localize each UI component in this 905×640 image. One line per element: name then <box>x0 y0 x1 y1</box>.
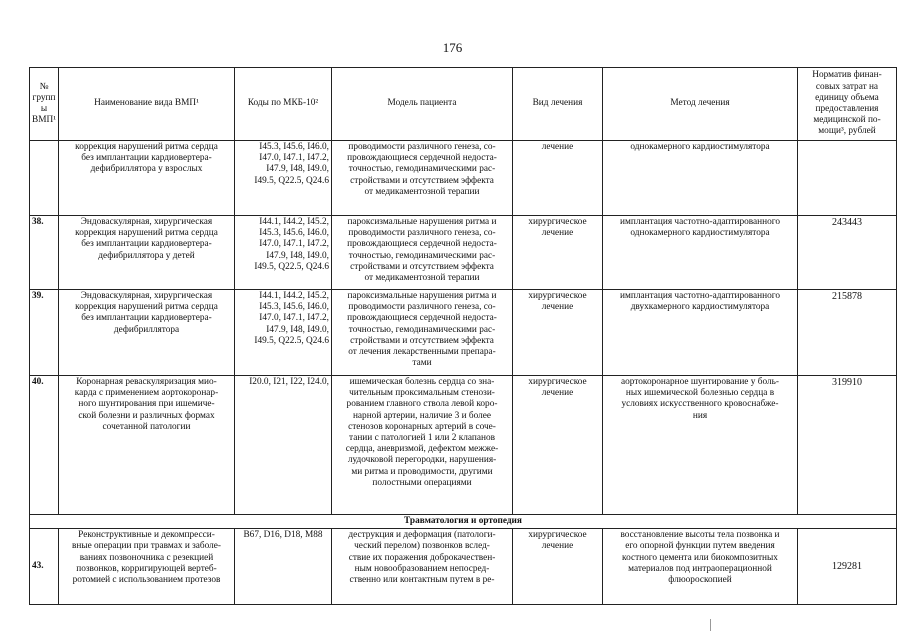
treatment-type-cell: хирургическое лечение <box>513 529 603 605</box>
icd-codes-cell: I44.1, I44.2, I45.2, I45.3, I45.6, I46.0, I47.0, I47.1, I47.2, I47.9, I48, I49.0, I49.5, Q22.5, Q24.6 <box>235 290 332 376</box>
table-row <box>30 216 897 290</box>
group-number-cell: 39. <box>30 290 59 376</box>
scan-mark <box>710 619 711 631</box>
cost-norm-cell: 319910 <box>798 376 897 515</box>
icd-codes-cell: B67, D16, D18, M88 <box>235 529 332 605</box>
treatment-method-cell: имплантация частотно-адаптированного однокамерного кардиостимулятора <box>603 216 798 290</box>
treatment-method-cell: восстановление высоты тела позвонка и его опорной функции путем введения костного цемента или биокомпозитных материалов под интраоперационной флюороскопией <box>603 529 798 605</box>
treatment-type-cell: хирургическое лечение <box>513 376 603 515</box>
page-number: 176 <box>442 40 463 55</box>
patient-model-cell: ишемическая болезнь сердца со зна- чительным проксимальным стенози- рованием главного ствола левой коро- нарной артерии, наличие 3 и более стенозов коронарных артерий в соче- тании с патологией 1 или 2 клапанов сердца, аневризмой, дефектом межже- лудочковой перегородки, нарушения- ми ритма и проводимости, другими полостными операциями <box>332 376 513 515</box>
section-title: Травматология и ортопедия <box>30 515 897 529</box>
header-group-number: № группы ВМП¹ <box>30 68 59 141</box>
group-number-cell: 43. <box>30 529 59 605</box>
vmp-table <box>29 67 897 605</box>
header-treatment-method: Метод лечения <box>603 68 798 141</box>
section-row <box>30 515 897 529</box>
table-row <box>30 529 897 605</box>
icd-codes-cell: I44.1, I44.2, I45.2, I45.3, I45.6, I46.0, I47.0, I47.1, I47.2, I47.9, I48, I49.0, I49.5, Q22.5, Q24.6 <box>235 216 332 290</box>
table-row <box>30 290 897 376</box>
group-number-cell: 38. <box>30 216 59 290</box>
table-row <box>30 376 897 515</box>
patient-model-cell: деструкция и деформация (патологи- ческий перелом) позвонков вслед- ствие их поражения доброкачествен- ным новообразованием непосред- ственно или контактным путем в ре- <box>332 529 513 605</box>
group-number-cell <box>30 141 59 216</box>
table-row <box>30 141 897 216</box>
patient-model-cell: пароксизмальные нарушения ритма и проводимости различного генеза, со- провождающиеся сердечной недоста- точностью, гемодинамическими рас- стройствами и отсутствием эффекта от лечения лекарственными препара- тами <box>332 290 513 376</box>
treatment-type-cell: хирургическое лечение <box>513 290 603 376</box>
cost-norm-cell: 215878 <box>798 290 897 376</box>
treatment-method-cell: имплантация частотно-адаптированного двухкамерного кардиостимулятора <box>603 290 798 376</box>
header-cost-norm: Норматив финан- совых затрат на единицу объема предоставления медицинской по- мощи³, рублей <box>798 68 897 141</box>
patient-model-cell: проводимости различного генеза, со- провождающиеся сердечной недоста- точностью, гемодинамическими рас- стройствами и отсутствием эффекта от медикаментозной терапии <box>332 141 513 216</box>
vmp-name-cell: Реконструктивные и декомпресси- вные операции при травмах и заболе- ваниях позвоночника с резекцией позвонков, корригирующей вертеб- ротомией с использованием протезов <box>59 529 235 605</box>
treatment-method-cell: однокамерного кардиостимулятора <box>603 141 798 216</box>
treatment-type-cell: хирургическое лечение <box>513 216 603 290</box>
treatment-method-cell: аортокоронарное шунтирование у боль- ных ишемической болезнью сердца в условиях искусственного кровоснабже- ния <box>603 376 798 515</box>
cost-norm-cell: 243443 <box>798 216 897 290</box>
icd-codes-cell: I20.0, I21, I22, I24.0, <box>235 376 332 515</box>
header-treatment-type: Вид лечения <box>513 68 603 141</box>
vmp-name-cell: Эндоваскулярная, хирургическая коррекция нарушений ритма сердца без имплантации кардиовертера- дефибриллятора у детей <box>59 216 235 290</box>
cost-norm-cell: 129281 <box>798 529 897 605</box>
vmp-name-cell: Эндоваскулярная, хирургическая коррекция нарушений ритма сердца без имплантации кардиовертера- дефибриллятора <box>59 290 235 376</box>
header-icd-codes: Коды по МКБ-10² <box>235 68 332 141</box>
header-vmp-name: Наименование вида ВМП¹ <box>59 68 235 141</box>
vmp-name-cell: Коронарная реваскуляризация мио- карда с применением аортокоронар- ного шунтирования при ишемиче- ской болезни и различных формах сочетанной патологии <box>59 376 235 515</box>
treatment-type-cell: лечение <box>513 141 603 216</box>
icd-codes-cell: I45.3, I45.6, I46.0, I47.0, I47.1, I47.2, I47.9, I48, I49.0, I49.5, Q22.5, Q24.6 <box>235 141 332 216</box>
vmp-name-cell: коррекция нарушений ритма сердца без имплантации кардиовертера- дефибриллятора у взрослых <box>59 141 235 216</box>
header-patient-model: Модель пациента <box>332 68 513 141</box>
cost-norm-cell <box>798 141 897 216</box>
patient-model-cell: пароксизмальные нарушения ритма и проводимости различного генеза, со- провождающиеся сердечной недоста- точностью, гемодинамическими рас- стройствами и отсутствием эффекта от медикаментозной терапии <box>332 216 513 290</box>
table-header-row <box>30 68 897 141</box>
group-number-cell: 40. <box>30 376 59 515</box>
